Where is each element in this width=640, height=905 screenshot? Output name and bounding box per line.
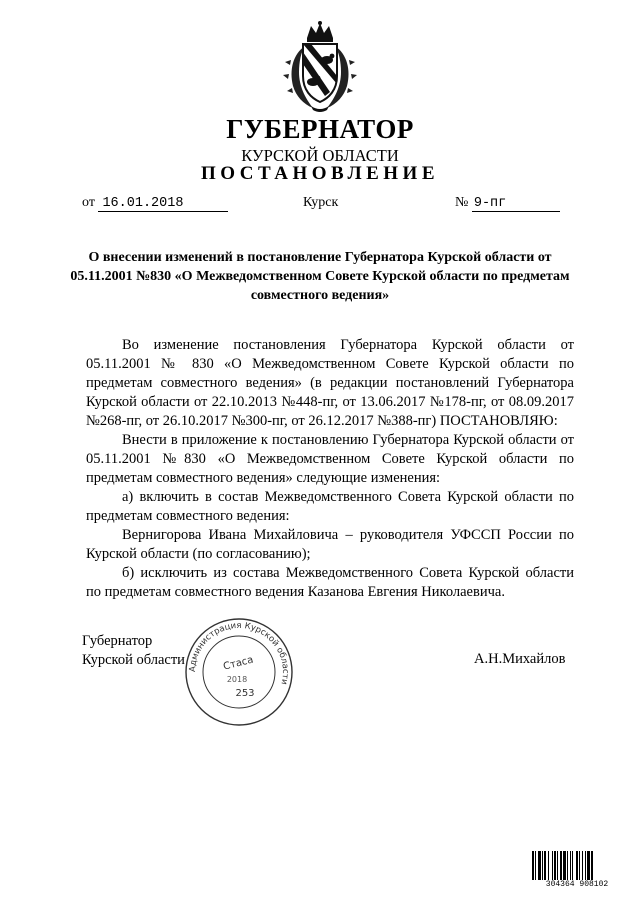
document-number [455, 195, 560, 212]
barcode-bar [557, 851, 558, 881]
document-city: Курск [303, 195, 339, 210]
document-date [82, 195, 228, 212]
body-paragraph: Вернигорова Ивана Михайловича – руководителя УФССП России по Курской области (по согласованию); [86, 527, 574, 562]
number-value: 9-пг [472, 196, 560, 212]
stamp-ring-text: Администрация Курской области [187, 620, 291, 686]
barcode-bar [560, 851, 562, 881]
barcode-bar [532, 851, 534, 881]
barcode-bar [535, 851, 536, 881]
stamp-center-text: Стаса [222, 654, 255, 673]
official-stamp [183, 616, 295, 728]
barcode-bar [579, 851, 580, 881]
barcode-bar [538, 851, 541, 881]
barcode-bar [554, 851, 556, 881]
number-prefix: № [455, 195, 469, 210]
barcode-bar [552, 851, 553, 881]
stamp-center-text: 2018 [226, 675, 248, 684]
barcode-bar [576, 851, 578, 881]
date-value: 16.01.2018 [98, 196, 228, 212]
barcode-bar [572, 851, 573, 881]
signatory-position-line: Губернатор [82, 633, 153, 649]
body-paragraph: Внести в приложение к постановлению Губернатора Курской области от 05.11.2001 №830 «О Межведомственном Совете Курской области по предметам совместного ведения» следующие изменения: [86, 432, 574, 486]
stamp-center-text: 253 [235, 688, 255, 699]
document-body [86, 336, 574, 602]
document-authority-subtitle: КУРСКОЙ ОБЛАСТИ [241, 146, 399, 165]
barcode-bar [544, 851, 546, 881]
body-paragraph: Во изменение постановления Губернатора Курской области от 05.11.2001 № 830 «О Межведомственном Совете Курской области по предметам совместного ведения» (в редакции постановлений Губернатора Курской области от 22.10.2013 №448-пг, от 13.06.2017 №178-пг, от 08.09.2017 №268-пг, от 26.10.2017 №300-пг, от 26.12.2017 №388-пг) ПОСТАНОВЛЯЮ: [86, 337, 574, 429]
document-type-heading: ПОСТАНОВЛЕНИЕ [200, 163, 440, 184]
barcode-bar [567, 851, 568, 881]
body-paragraph: б) исключить из состава Межведомственного Совета Курской области по предметам совместного ведения Казанова Евгения Николаевича. [86, 565, 574, 600]
body-paragraph: а) включить в состав Межведомственного Совета Курской области по предметам совместного ведения: [86, 489, 574, 524]
barcode-bar [548, 851, 549, 881]
barcode-bar [582, 851, 583, 881]
barcode-bar [542, 851, 543, 881]
document-authority-title: ГУБЕРНАТОР [226, 114, 414, 144]
document-subject-title: О внесении изменений в постановление Губернатора Курской области от 05.11.2001 №830 «О Межведомственном Совете Курской области по предметам совместного ведения» [70, 250, 570, 303]
coat-of-arms-emblem [283, 20, 357, 112]
date-prefix: от [82, 195, 95, 210]
barcode-digits: 304364 908102 [531, 880, 623, 889]
barcode-bar [591, 851, 593, 881]
barcode-bar [563, 851, 566, 881]
barcode-bar [585, 851, 586, 881]
barcode-bar [587, 851, 590, 881]
barcode-bar [570, 851, 571, 881]
signatory-name: А.Н.Михайлов [474, 651, 566, 667]
signatory-position-line: Курской области [82, 652, 185, 668]
signatory-position [82, 632, 185, 670]
